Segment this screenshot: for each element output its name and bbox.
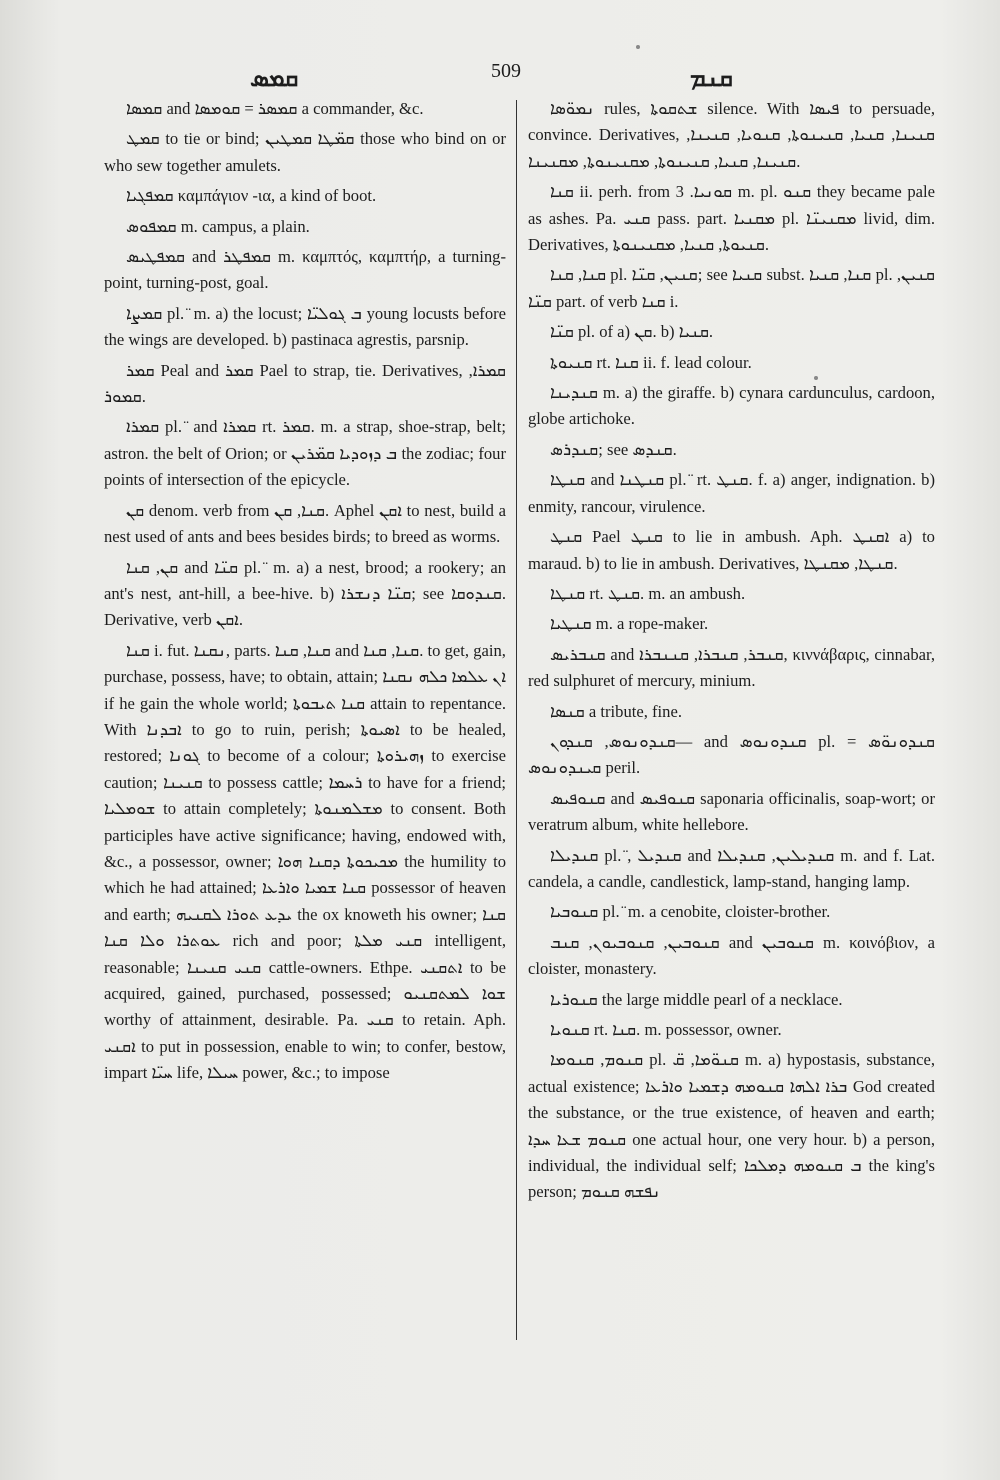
left-guide-word: ܩܡܣ bbox=[250, 64, 299, 92]
dictionary-entry: ܩܡܪ Peal and ܩܡܪ Pael to strap, tie. Derivatives, ܩܡܪܐ, ܩܡܘܪ. bbox=[104, 360, 506, 407]
page-number: 509 bbox=[491, 60, 521, 82]
dictionary-entry: ܩܢܐ ii. perh. from ܩܘܢܝܐ. 3 m. pl. ܩܢܘ they became pale as ashes. Pa. ܩܢܝ pass. part. ܡܩܢܝܐ pl. ܡܩܢܝܢ̈ܐ livid, dim. Derivatives, ܩܢܝܘܬܐ, ܩܢܝܐ, ܡܩܢܝܢܘܬܐ. bbox=[528, 182, 935, 255]
dictionary-entry: ܩܢܘܒܝܐ pl. ̈ m. a cenobite, cloister-brother. bbox=[550, 902, 831, 922]
dictionary-entry: ܩܢܕܪܣ; see ܩܢܕܣ. bbox=[550, 439, 677, 459]
right-column bbox=[528, 96, 935, 1210]
dictionary-entry: ܩܢܝܘܬܐ rt. ܩܢܐ ii. f. lead colour. bbox=[550, 352, 752, 372]
dictionary-entry: ܩܢܒܪܝܣ and ܩܢܒܪ, ܩܢܒܪܐ, ܩܢܢܒܪܐ, κιννάβαρις, cinnabar, red sulphuret of mercury, minium. bbox=[528, 644, 935, 691]
dictionary-entry: ܩܡܪܐ pl. ̈ and ܩܡܪܐ rt. ܩܡܪ. m. a strap, shoe-strap, belt; astron. the belt of Orion; or ܒ ܕܙܘܕܝܐ ܩܡ̈ܪܝܢ the zodiac; four points of intersection of the epicycle. bbox=[104, 417, 507, 490]
dictionary-entry: ܩܡܛ to tie or bind; ܩܡ̈ܛܐ ܩܡܛܝܢ those who bind on or who sew together amulets. bbox=[104, 129, 506, 175]
dictionary-entry: ܩܢ denom. verb from ܩܢܐ, ܩܢ. Aphel ܐܩܢ to nest, build a nest used of ants and bees besides birds; to breed as worms. bbox=[104, 500, 507, 547]
dictionary-entry: ܩܢܘܪܝܐ the large middle pearl of a necklace. bbox=[550, 989, 843, 1009]
dictionary-entry: ܩܢܛ Pael ܩܢܛ to lie in ambush. Aph. ܐܩܢܛ a) to maraud. b) to lie in ambush. Derivatives, ܩܢܛܐ, ܡܩܢܛܐ. bbox=[528, 527, 935, 573]
dictionary-entry: ܩܡܦܘܣ m. campus, a plain. bbox=[126, 216, 310, 236]
left-column bbox=[104, 96, 506, 1091]
dictionary-entry: ܩܡܨܐ pl. ̈ m. a) the locust; ܒ ܓܘܠܝ̈ܐ young locusts before the wings are developed. b) pastinaca agrestis, parsnip. bbox=[104, 303, 507, 350]
dictionary-entry: ܩܡܦܓܝܐ καμπάγιον -ια, a kind of boot. bbox=[126, 186, 377, 206]
paper-speck bbox=[814, 376, 818, 380]
dictionary-entry: ܢܡܘ̈ܣܐ rules, ܫܬܩܘܬܐ silence. With ܦܝܣܐ to persuade, convince. Derivatives, ܩܢܝܢܐ, ܩܢܝܐ, ܩܢܝܢܘܬܐ, ܩܢܘܝܐ, ܩܢܝܢܐ, ܩܢܝܢܐ, ܩܢܝܐ, ܩܢܝܢܘܬܐ, ܡܩܢܝܢܘܬܐ, ܡܩܢܝܢܐ. bbox=[528, 99, 935, 171]
dictionary-entry: ܩܡܣܐ and ܩܡܣܪ = ܩܘܡܣܐ a commander, &c. bbox=[126, 99, 424, 118]
dictionary-entry: ܩܢ, ܩܢܐ and ܩܢ̈ܐ pl. ̈ m. a) a nest, brood; a rookery; an ant's nest, ant-hill, a bee-hive. b) ܩܢ̈ܐ ܕܢܫܪܐ; see ܩܢܕܘܩܐ. Derivative, verb ܐܩܢ. bbox=[104, 557, 506, 630]
dictionary-entry: ܩܢܛܝܐ m. a rope-maker. bbox=[550, 614, 709, 634]
dictionary-entry: ܩܢܘܒܝܢ, ܩܢܘܒܝܘܢ, ܩܢܒ and ܩܢܘܒܝܢ m. κοινόβιον, a cloister, monastery. bbox=[528, 932, 935, 979]
dictionary-entry: ܩܢܕܘܢܘܣ, ܩܢܕܘܢ— and ܩܢܕܘܢܘܣ pl. ܩܢܕܘܢܘ̈ܣ = ܩܝܢܕܘܢܘܣ peril. bbox=[528, 731, 935, 778]
dictionary-entry: ܩܢܘܦܝܣ and ܩܢܘܦܝܣ saponaria officinalis, soap-wort; or veratrum album, white hellebore. bbox=[528, 788, 935, 835]
dictionary-entry: ܩܢܣܐ a tribute, fine. bbox=[550, 701, 682, 721]
right-guide-word: ܩܢܡ bbox=[690, 64, 733, 92]
column-divider bbox=[516, 100, 517, 1340]
dictionary-entry: ܩܢܐ i. fut. ܢܩܢܐ, parts. ܩܢܐ, ܩܢܐ and ܩܢܐ, ܩܢܐ. to get, gain, purchase, possess, have; to obtain, attain; ܐܢ ܥܠܡܐ ܟܠܗ ܢܩܢܐ if he gain the whole world; ܩܢܐ ܬܝܒܘܬܐ attain to repentance. With ܐܒܕܢܐ to go to ruin, perish; ܐܣܝܘܬܐ to be healed, restored; ܓܘܢܐ to become of a colour; ܙܗܝܪܘܬܐ to exercise caution; ܩܢܝܢܐ to possess cattle; ܪܚܡܐ to have for a friend; ܫܘܡܠܝܐ to attain completely; ܡܫܠܡܢܘܬܐ to consent. Both participles have active significance; having, endowed with, &c., a possessor, owner; ܡܟܝܟܘܬܐ ܕܩܢܐ ܗܘܐ the humility to which he had attained; ܩܢܐ ܫܡܝܐ ܘܐܪܥܐ possessor of heaven and earth; ܝܕܥ ܬܘܪܐ ܠܩܢܝܗ the ox knoweth his owner; ܩܢܐ ܥܘܬܪܐ ܘܠܐ ܩܢܐ rich and poor; ܩܢܝ ܡܠܬܐ intelligent, reasonable; ܩܢܝ ܩܢܝܢܐ cattle-owners. Ethpe. ܐܬܩܢܝ to be acquired, gained, purchased, possessed; ܫܘܐ ܠܡܬܩܢܝܘ worthy of attainment, desirable. Pa. ܩܢܝ to retain. Aph. ܐܩܢܝ to put in possession, enable to win; to confer, bestow, impart ܚܝ̈ܐ life, ܚܝܠܐ power, &c.; to impose bbox=[104, 640, 507, 1083]
dictionary-entry: ܩܢܛܐ and ܩܢܛܢܐ pl. ̈ rt. ܩܢܛ. f. a) anger, indignation. b) enmity, rancour, virulence. bbox=[528, 470, 935, 516]
dictionary-entry: ܩܢܘܝܐ rt. ܩܢܐ. m. possessor, owner. bbox=[550, 1020, 782, 1039]
paper-speck bbox=[636, 45, 640, 49]
dictionary-entry: ܩܢܘܡ, ܩܢܘܡܐ pl. ܩܢܘ̈ܡܐ, ܩ̈ m. a) hypostasis, substance, actual existence; ܒܪܐ ܐܠܗܐ ܩܢܘܡܗ ܕܫܡܝܐ ܘܐܪܥܐ God created the substance, or the true existence, of heaven and earth; ܩܢܘܡ ܫܥܐ ܚܕܐ one actual hour, one very hour. b) a person, individual, the individual self; ܒ ܩܢܘܡܗ ܕܡܠܟܐ the king's person; ܢܦܫܗ ܩܢܘܡ bbox=[528, 1050, 936, 1202]
dictionary-entry: ܩܢܕܝܠܐ pl. ̈, ܩܢܕܝܠ and ܩܢܕܝܠܝܢ, ܩܢܕܝܠܐ m. and f. Lat. candela, a candle, candlestick, lamp-stand, hanging lamp. bbox=[528, 845, 936, 891]
dictionary-entry: ܩܢܐ, ܩܢܐ pl. ܩܢܝܢ, ܩܢ̈ܐ; see ܩܢܝܐ subst. ܩܢܐ, ܩܢܝܐ pl. ܩܢܝܢ, ܩܢ̈ܐ part. of verb ܩܢܐ i. bbox=[528, 265, 936, 311]
running-header bbox=[0, 58, 1000, 90]
dictionary-entry: ܩܢ̈ܐ pl. of a) ܩܢ. b) ܩܢܝܐ. bbox=[550, 322, 714, 342]
dictionary-entry: ܩܢܕܝܢܐ m. a) the giraffe. b) cynara cardunculus, cardoon, globe artichoke. bbox=[528, 383, 935, 429]
dictionary-entry: ܩܡܦܛܝܣ and ܩܡܦܛܪ m. καμπτός, καμπτήρ, a turning-point, turning-post, goal. bbox=[104, 247, 506, 293]
dictionary-entry: ܩܢܛܐ rt. ܩܢܛ. m. an ambush. bbox=[550, 583, 746, 603]
